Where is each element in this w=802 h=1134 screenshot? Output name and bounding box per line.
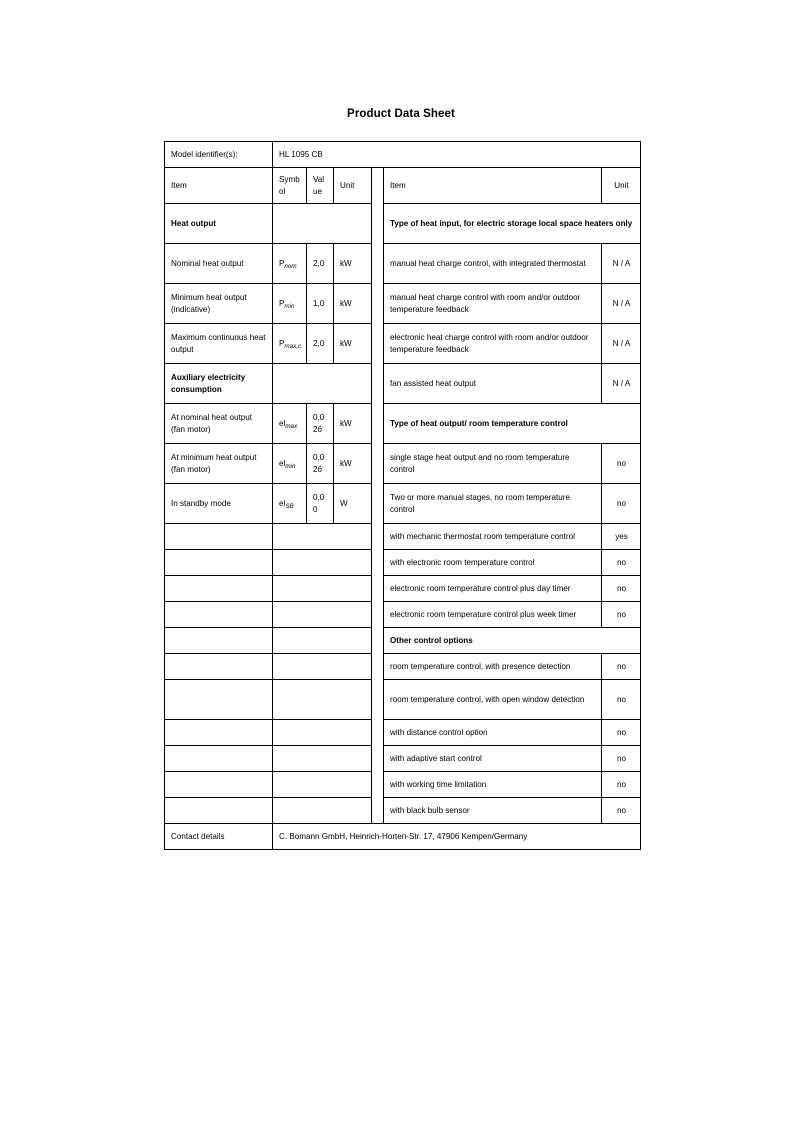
row-empty-left [273,602,372,628]
spacer-column [372,654,384,680]
row-unit: kW [334,324,372,364]
row-symbol [273,484,307,524]
model-identifier-label: Model identifier(s): [165,142,273,168]
symbol-base: P [279,339,285,349]
spacer-column [372,576,384,602]
column-header-unit-left: Unit [334,168,372,204]
row-unit-right: no [602,444,641,484]
spacer-column [372,746,384,772]
row-unit-right: no [602,798,641,824]
row-empty-left [273,576,372,602]
row-empty-left [273,654,372,680]
symbol-subscript: max [285,422,298,430]
row-item-label: At minimum heat output (fan motor) [165,444,273,484]
page-title: Product Data Sheet [347,108,455,120]
row-item-label-empty [165,524,273,550]
row-item-right: with electronic room temperature control [384,550,602,576]
row-unit-right: N / A [602,364,641,404]
row-empty-left [273,680,372,720]
table-row [165,364,641,404]
row-value: 2,0 [307,244,334,284]
row-unit-right: no [602,484,641,524]
row-unit-right: N / A [602,284,641,324]
symbol-base: P [279,299,285,309]
table-row [165,324,641,364]
table-row [165,602,641,628]
table-row [165,444,641,484]
table-row [165,284,641,324]
row-empty-left [273,798,372,824]
spacer-column [372,602,384,628]
row-empty-left [273,364,372,404]
model-identifier-value: HL 1095 CB [273,142,641,168]
row-unit: W [334,484,372,524]
row-value: 1,0 [307,284,334,324]
row-item-label: Minimum heat output (indicative) [165,284,273,324]
spacer-column [372,284,384,324]
row-value: 0,026 [307,444,334,484]
spacer-column [372,364,384,404]
spacer-column [372,404,384,444]
row-item-right: electronic heat charge control with room and/or outdoor temperature feedback [384,324,602,364]
row-unit-right: no [602,746,641,772]
row-item-label-empty [165,772,273,798]
symbol-base: el [279,499,286,509]
row-unit: kW [334,404,372,444]
row-symbol [273,284,307,324]
row-item-label-empty [165,798,273,824]
spacer-column [372,772,384,798]
row-item-right: single stage heat output and no room temperature control [384,444,602,484]
section-label-heat-output: Heat output [165,204,273,244]
row-item-right: electronic room temperature control plus day timer [384,576,602,602]
symbol-base: P [279,259,285,269]
table-row [165,244,641,284]
column-header-item-right: Item [384,168,602,204]
spacer-column [372,324,384,364]
row-item-label-empty [165,576,273,602]
column-header-symbol: Symbol [273,168,307,204]
symbol-subscript: min [285,462,296,470]
row-item-label-empty [165,720,273,746]
row-item-right: with mechanic thermostat room temperature control [384,524,602,550]
row-unit-right: yes [602,524,641,550]
row-item-right: with working time limitation [384,772,602,798]
row-item-label-empty [165,680,273,720]
row-unit-right: no [602,772,641,798]
spacer-column [372,204,384,244]
row-item-right: room temperature control, with open window detection [384,680,602,720]
table-row [165,550,641,576]
row-item-label: In standby mode [165,484,273,524]
product-data-table-wrapper [164,141,640,850]
table-row-section-heat-output [165,204,641,244]
row-unit-right: N / A [602,244,641,284]
row-symbol [273,244,307,284]
row-unit-right: no [602,576,641,602]
row-item-right: manual heat charge control, with integrated thermostat [384,244,602,284]
row-item-right: Two or more manual stages, no room temperature control [384,484,602,524]
row-symbol [273,404,307,444]
table-row [165,654,641,680]
symbol-base: el [279,419,286,429]
row-empty-left [273,524,372,550]
spacer-column [372,798,384,824]
row-unit-right: no [602,654,641,680]
symbol-subscript: nom [284,262,297,270]
column-header-unit-right: Unit [602,168,641,204]
row-item-label-empty [165,602,273,628]
row-empty-left [273,772,372,798]
row-item-right: with distance control option [384,720,602,746]
spacer-column [372,550,384,576]
column-header-item-left: Item [165,168,273,204]
row-item-label-empty [165,628,273,654]
spacer-column [372,524,384,550]
spacer-column [372,720,384,746]
table-row-contact-details [165,824,641,850]
row-unit-right: no [602,602,641,628]
table-row [165,404,641,444]
row-item-label: At nominal heat output (fan motor) [165,404,273,444]
row-unit: kW [334,444,372,484]
table-row [165,680,641,720]
row-item-right: room temperature control, with presence detection [384,654,602,680]
row-item-label-empty [165,746,273,772]
row-unit: kW [334,244,372,284]
section-empty-left [273,204,372,244]
row-symbol [273,324,307,364]
table-row [165,484,641,524]
table-row [165,798,641,824]
section-label-other-control-options: Other control options [384,628,641,654]
spacer-column [372,680,384,720]
row-empty-left [273,746,372,772]
section-label-type-of-heat-output: Type of heat output/ room temperature control [384,404,641,444]
symbol-base: el [279,459,286,469]
symbol-subscript: max,c [284,342,302,350]
row-symbol [273,444,307,484]
table-row [165,720,641,746]
row-item-right: electronic room temperature control plus week timer [384,602,602,628]
row-empty-left [273,628,372,654]
row-value: 0,00 [307,484,334,524]
table-row [165,746,641,772]
row-item-right: manual heat charge control with room and/or outdoor temperature feedback [384,284,602,324]
spacer-column [372,444,384,484]
row-empty-left [273,550,372,576]
contact-details-value: C. Bomann GmbH, Heinrich-Horten-Str. 17, 47906 Kempen/Germany [273,824,641,850]
row-unit-right: no [602,550,641,576]
row-unit-right: N / A [602,324,641,364]
spacer-column [372,628,384,654]
row-item-label-empty [165,654,273,680]
symbol-subscript: SB [285,502,294,510]
symbol-subscript: min [284,302,295,310]
spacer-column [372,168,384,204]
table-header-row [165,168,641,204]
row-item-label: Auxiliary electricity consumption [165,364,273,404]
row-item-label: Maximum continuous heat output [165,324,273,364]
row-unit: kW [334,284,372,324]
row-item-right: fan assisted heat output [384,364,602,404]
row-item-right: with adaptive start control [384,746,602,772]
row-value: 0,026 [307,404,334,444]
table-row-section-other-control-options [165,628,641,654]
table-row [165,524,641,550]
row-empty-left [273,720,372,746]
product-data-table [164,141,641,850]
row-value: 2,0 [307,324,334,364]
row-unit-right: no [602,720,641,746]
column-header-value: Value [307,168,334,204]
table-row [165,576,641,602]
section-label-heat-input: Type of heat input, for electric storage local space heaters only [384,204,641,244]
spacer-column [372,244,384,284]
table-row-model-identifier [165,142,641,168]
row-item-label-empty [165,550,273,576]
contact-details-label: Contact details [165,824,273,850]
table-row [165,772,641,798]
row-item-label: Nominal heat output [165,244,273,284]
row-unit-right: no [602,680,641,720]
spacer-column [372,484,384,524]
row-item-right: with black bulb sensor [384,798,602,824]
